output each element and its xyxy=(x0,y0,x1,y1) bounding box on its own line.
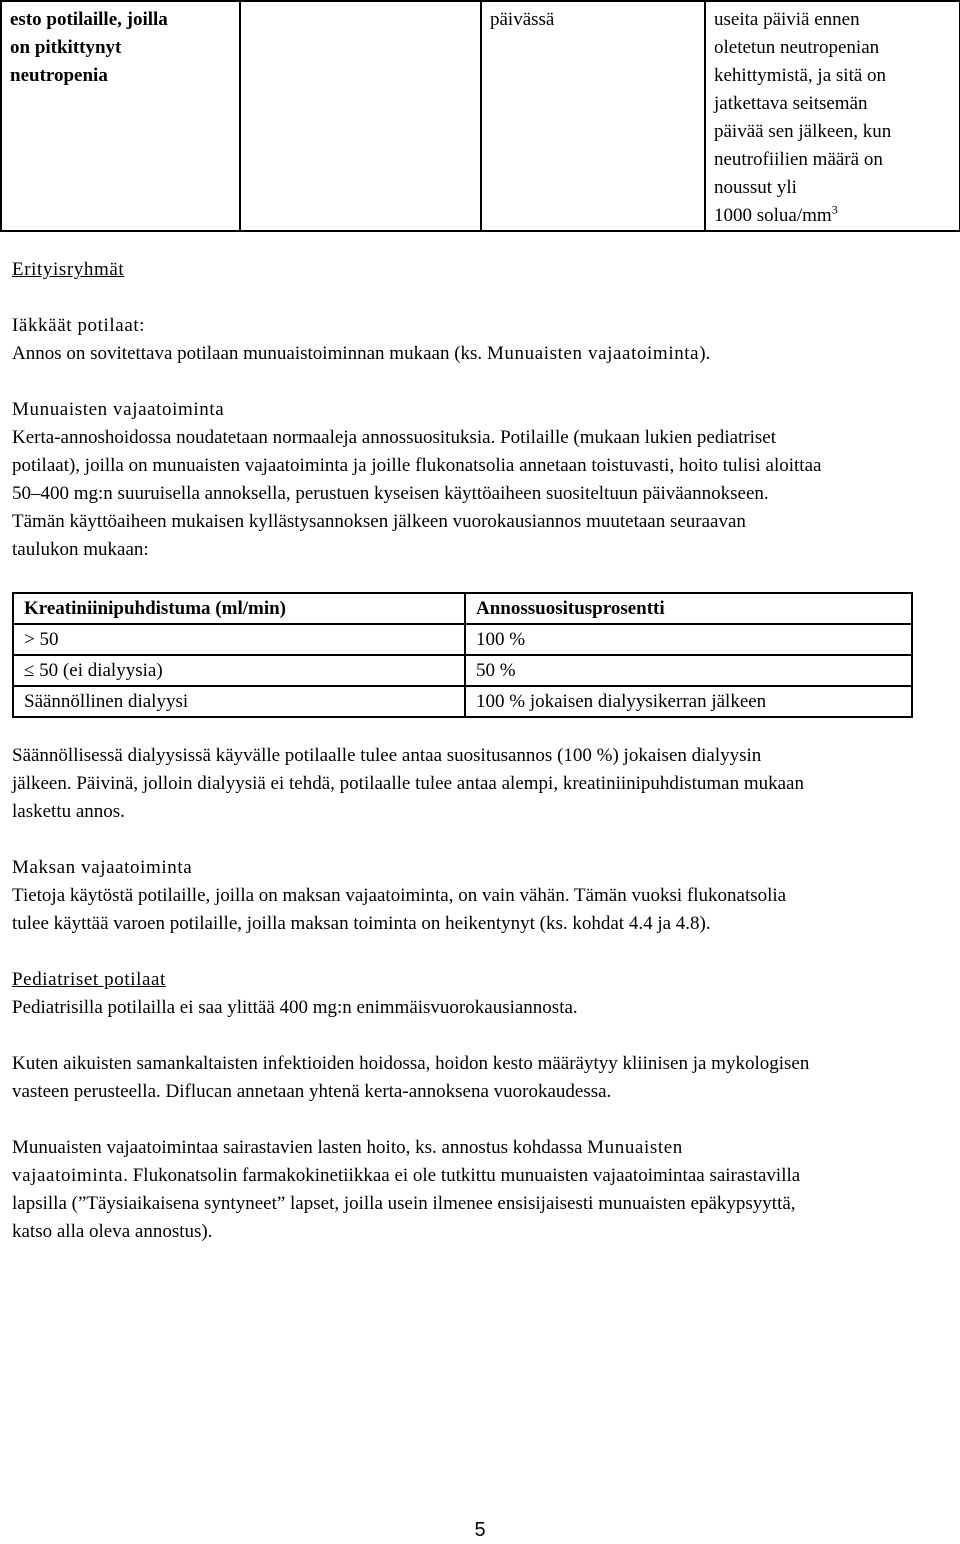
table-cell: Säännöllinen dialyysi xyxy=(13,686,465,717)
renal-impairment-heading: Munuaisten vajaatoiminta xyxy=(12,399,225,420)
table-cell: > 50 xyxy=(13,624,465,655)
indication-cell xyxy=(1,1,240,231)
empty-cell xyxy=(240,1,481,231)
duration-line-last: 1000 solua/$mm^3$ xyxy=(714,202,838,226)
renal-children-paragraph: Munuaisten vajaatoimintaa sairastavien lasten hoito, ks. annostus kohdassa Munuaisten vajaatoiminta. Flukonatsolin farmakokinetiikkaa ei ole tutkittu munuaisten vajaatoimintaa sairastavilla lapsilla (”Täysiaikaisena syntyneet” lapset, joilla usein ilmenee ensisijaisesti munuaisten epäkypsyyttä, katso alla oleva annostus). xyxy=(12,1137,801,1242)
duration-line: neutrofiilien määrä on xyxy=(714,149,883,170)
table-cell: 100 % xyxy=(465,624,912,655)
table-header-cell: Annossuositusprosentti xyxy=(465,593,912,624)
pediatric-text: Pediatrisilla potilailla ei saa ylittää 400 mg:n enimmäisvuorokausiannosta. xyxy=(12,997,578,1018)
indication-line: esto potilaille, joilla xyxy=(10,9,168,30)
creatinine-dose-table xyxy=(12,592,913,718)
table-cell: 50 % xyxy=(465,655,912,686)
special-groups-heading: Erityisryhmät xyxy=(12,259,125,280)
table-cell: ≤ 50 (ei dialyysia) xyxy=(13,655,465,686)
pediatric-heading: Pediatriset potilaat xyxy=(12,969,166,990)
table-header-row xyxy=(13,593,912,624)
table-row xyxy=(13,655,912,686)
duration-line: päivää sen jälkeen, kun xyxy=(714,121,892,142)
dosage-table-continued xyxy=(0,0,960,232)
duration-line: jatkettava seitsemän xyxy=(714,93,868,114)
table-header-cell: Kreatiniinipuhdistuma (ml/min) xyxy=(13,593,465,624)
renal-text: Kerta-annoshoidossa noudatetaan normaaleja annossuosituksia. Potilaille (mukaan lukien pediatriset potilaat), joilla on munuaisten vajaatoiminta ja joille flukonatsolia annetaan toistuvasti, hoito tulisi aloittaa 50–400 mg:n suuruisella annoksella, perustuen kyseisen käyttöaiheen suositeltuun päiväannokseen. Tämän käyttöaiheen mukaisen kyllästysannoksen jälkeen vuorokausiannos muutetaan seuraavan taulukon mukaan: xyxy=(12,427,822,560)
indication-line: on pitkittynyt xyxy=(10,37,122,58)
page-number: 5 xyxy=(474,1519,486,1541)
frequency-cell xyxy=(481,1,705,231)
table-row xyxy=(13,624,912,655)
duration-line: noussut yli xyxy=(714,177,797,198)
hepatic-impairment-heading: Maksan vajaatoiminta xyxy=(12,857,193,878)
table-cell: 100 % jokaisen dialyysikerran jälkeen xyxy=(465,686,912,717)
frequency-text: päivässä xyxy=(490,9,555,30)
duration-line: kehittymistä, ja sitä on xyxy=(714,65,887,86)
elderly-subheading: Iäkkäät potilaat: xyxy=(12,315,146,336)
hepatic-text: Tietoja käytöstä potilaille, joilla on maksan vajaatoiminta, on vain vähän. Tämän vuoksi flukonatsolia tulee käyttää varoen potilaille, joilla maksan toiminta on heikentynyt (ks. kohdat 4.4 ja 4.8). xyxy=(12,885,787,934)
indication-line: neutropenia xyxy=(10,65,108,86)
elderly-text: Annos on sovitettava potilaan munuaistoiminnan mukaan (ks. Munuaisten vajaatoiminta). xyxy=(12,343,711,364)
table-row xyxy=(13,686,912,717)
duration-cell xyxy=(705,1,960,231)
children-paragraph: Kuten aikuisten samankaltaisten infektioiden hoidossa, hoidon kesto määräytyy kliinisen ja mykologisen vasteen perusteella. Diflucan annetaan yhtenä kerta-annoksena vuorokaudessa. xyxy=(12,1053,810,1102)
duration-line: oletetun neutropenian xyxy=(714,37,880,58)
duration-line: useita päiviä ennen xyxy=(714,9,860,30)
dialysis-paragraph: Säännöllisessä dialyysissä käyvälle potilaalle tulee antaa suositusannos (100 %) jokaisen dialyysin jälkeen. Päivinä, jolloin dialyysiä ei tehdä, potilaalle tulee antaa alempi, kreatiniinipuhdistuman mukaan laskettu annos. xyxy=(12,745,804,822)
